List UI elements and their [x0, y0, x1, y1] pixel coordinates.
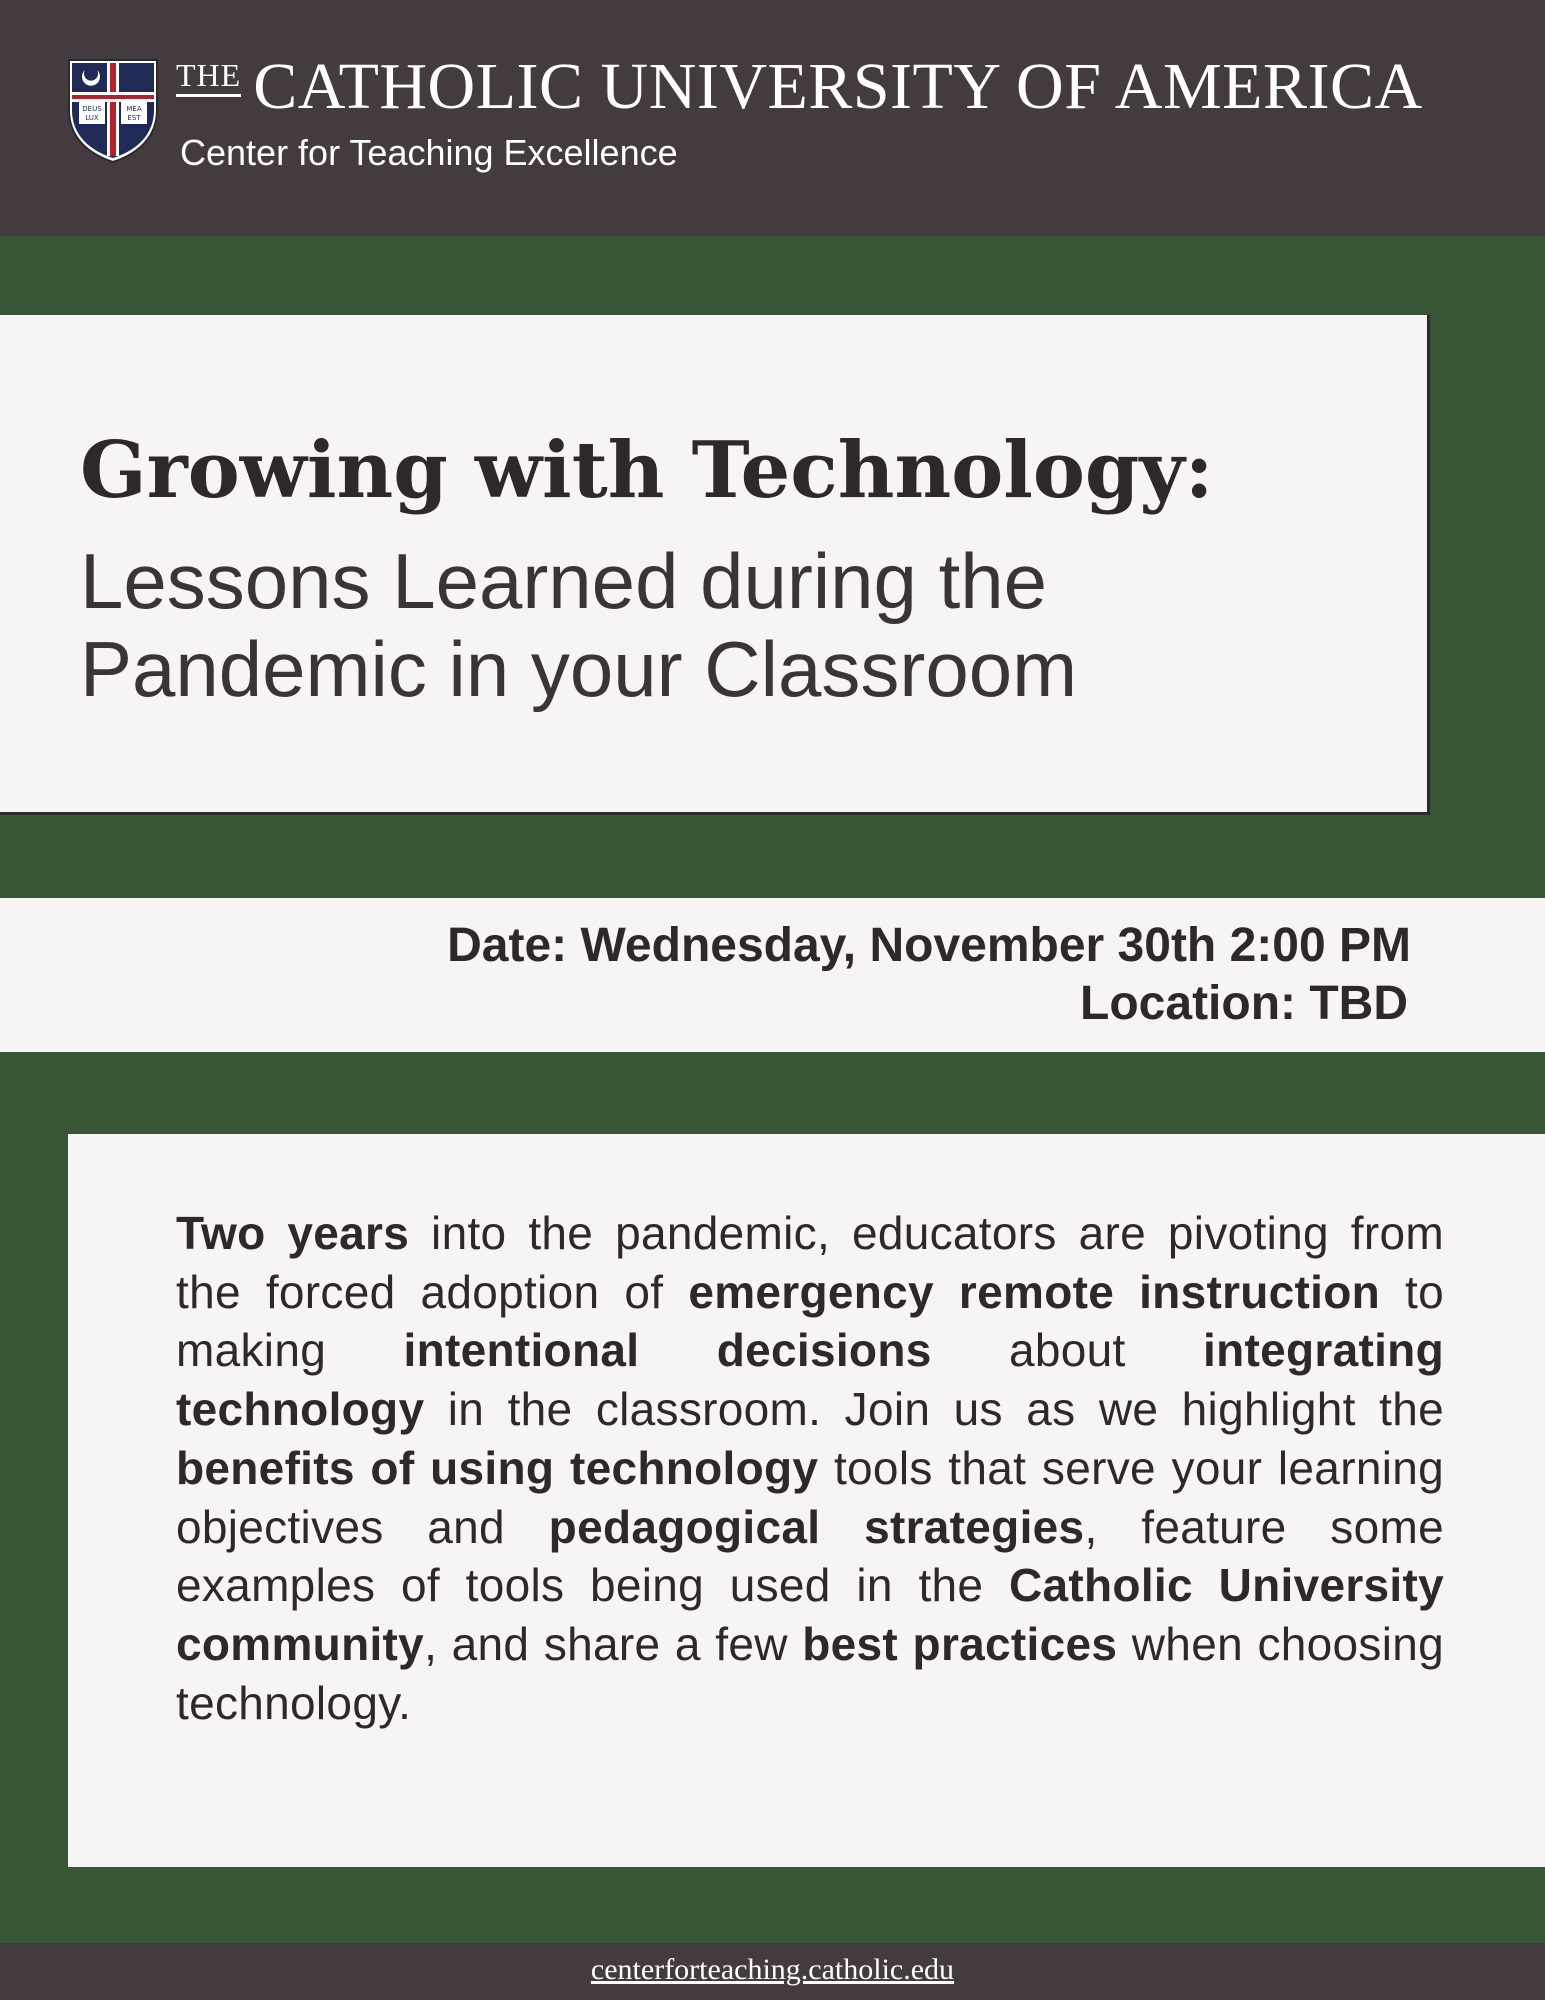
- highlight-two-years: Two years: [176, 1207, 410, 1259]
- description-text: tools that serve your learning objectives and: [176, 1441, 1444, 1553]
- university-name: [176, 52, 1423, 122]
- highlight-emergency-remote: emergency remote instruction: [688, 1265, 1381, 1318]
- university-title: CATHOLIC UNIVERSITY OF AMERICA: [253, 50, 1423, 123]
- description-text: , feature some examples of tools being used in the: [176, 1500, 1444, 1612]
- footer-bar: [0, 1943, 1545, 2000]
- description-text: in the classroom. Join us as we highlight the: [424, 1383, 1444, 1436]
- highlight-benefits: benefits of using technology: [176, 1441, 819, 1494]
- event-location: Location: TBD: [1080, 977, 1408, 1030]
- center-name: Center for Teaching Excellence: [180, 132, 678, 173]
- website-link[interactable]: centerforteaching.catholic.edu: [590, 1953, 955, 1986]
- description-text: , and share a few: [424, 1617, 803, 1670]
- svg-text:EST: EST: [127, 114, 141, 122]
- event-details: [0, 898, 1545, 1052]
- event-title: Growing with Technology:: [80, 425, 1214, 516]
- highlight-integrating-technology: integrating technology: [176, 1324, 1444, 1436]
- event-description: [176, 1204, 1444, 1732]
- university-crest-icon: [67, 58, 159, 164]
- subtitle-line-1: Lessons Learned during the: [80, 537, 1048, 625]
- event-date: Date: Wednesday, November 30th 2:00 PM: [447, 919, 1411, 972]
- description-panel: [68, 1134, 1545, 1867]
- subtitle-line-2: Pandemic in your Classroom: [80, 625, 1078, 713]
- svg-text:MEA: MEA: [126, 105, 142, 113]
- description-text: to making: [176, 1265, 1444, 1377]
- svg-text:LUX: LUX: [85, 114, 99, 122]
- event-subtitle: [80, 537, 1077, 713]
- description-text: into the pandemic, educators are pivoting from the forced adoption of: [176, 1207, 1444, 1318]
- highlight-intentional-decisions: intentional decisions: [403, 1324, 932, 1377]
- svg-text:DEUS: DEUS: [82, 105, 102, 113]
- title-panel: [0, 315, 1430, 815]
- description-text: when choosing technology.: [176, 1617, 1444, 1729]
- header-bar: [0, 0, 1545, 236]
- highlight-best-practices: best practices: [802, 1617, 1118, 1670]
- highlight-pedagogical: pedagogical strategies: [548, 1500, 1085, 1553]
- description-text: about: [931, 1324, 1204, 1377]
- highlight-catholic-community: Catholic University community: [176, 1559, 1445, 1670]
- university-the: THE: [176, 58, 241, 97]
